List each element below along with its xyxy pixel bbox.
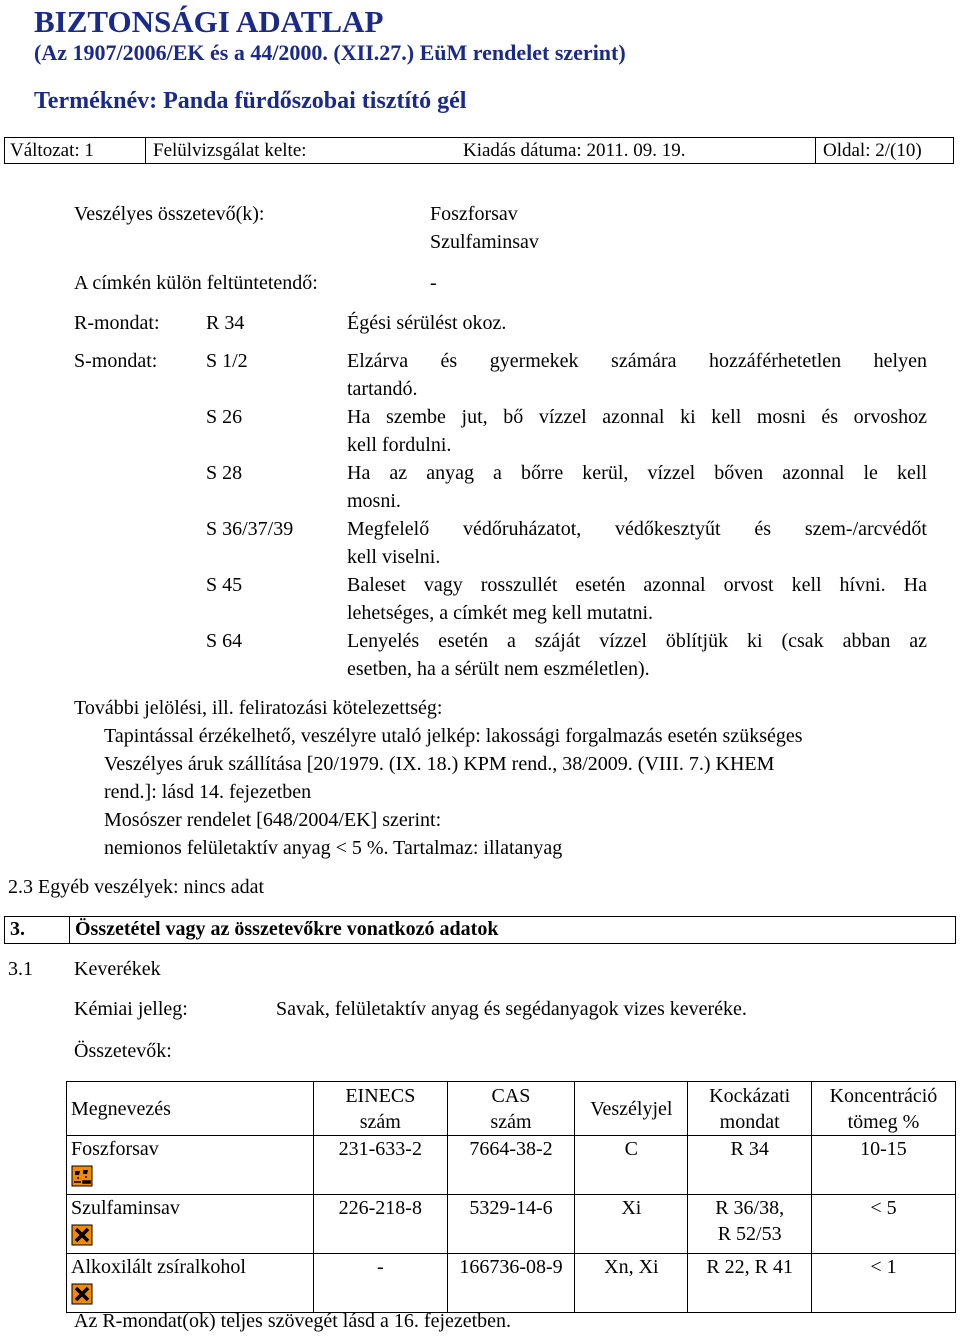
r-phrase-text: Égési sérülést okoz. <box>347 312 507 334</box>
header-concentration: Koncentráció tömeg % <box>811 1082 955 1136</box>
label-note-value: - <box>430 272 437 294</box>
review-date-label: Felülvizsgálat kelte: <box>153 140 307 161</box>
einecs-cell: - <box>313 1254 447 1313</box>
einecs-cell: 231-633-2 <box>313 1136 447 1195</box>
table-row <box>67 1195 956 1254</box>
einecs-cell: 226-218-8 <box>313 1195 447 1254</box>
cas-cell: 7664-38-2 <box>447 1136 575 1195</box>
s-phrase-text: Megfelelő védőruházatot, védőkesztyűt és szem-/arcvédőt <box>347 518 927 540</box>
risk-cell: R 22, R 41 <box>688 1254 811 1313</box>
subsection-number: 3.1 <box>8 958 33 980</box>
subsection-title: Keverékek <box>74 958 161 980</box>
risk-cell: R 34 <box>688 1136 811 1195</box>
s-phrase-label: S-mondat: <box>74 350 158 372</box>
version-label: Változat: 1 <box>10 140 94 161</box>
labeling-line: Veszélyes áruk szállítása [20/1979. (IX. 18.) KPM rend., 38/2009. (VIII. 7.) KHEM <box>104 753 775 775</box>
symbol-cell: Xn, Xi <box>575 1254 688 1313</box>
labeling-line: Tapintással érzékelhető, veszélyre utaló jelkép: lakossági forgalmazás esetén szükséges <box>104 725 803 747</box>
product-name: Terméknév: Panda fürdőszobai tisztító gél <box>34 88 467 114</box>
cas-cell: 166736-08-9 <box>447 1254 575 1313</box>
s-phrase-code: S 36/37/39 <box>206 518 294 540</box>
s-phrase-code: S 64 <box>206 630 243 652</box>
concentration-cell: < 5 <box>811 1195 955 1254</box>
harmful-icon <box>71 1283 93 1305</box>
hazardous-value-1: Foszforsav <box>430 203 518 225</box>
components-table <box>66 1081 956 1313</box>
components-label: Összetevők: <box>74 1040 172 1062</box>
labeling-line: Mosószer rendelet [648/2004/EK] szerint: <box>104 809 442 831</box>
other-hazards: 2.3 Egyéb veszélyek: nincs adat <box>8 876 265 898</box>
header-risk: Kockázati mondat <box>688 1082 811 1136</box>
labeling-line: rend.]: lásd 14. fejezetben <box>104 781 312 803</box>
issue-date-label: Kiadás dátuma: 2011. 09. 19. <box>463 140 686 161</box>
label-note: A címkén külön feltüntetendő: <box>74 272 318 294</box>
s-phrase-text: Ha szembe jut, bő vízzel azonnal ki kell mosni és orvoshoz <box>347 406 927 428</box>
s-phrase-text: Baleset vagy rosszullét esetén azonnal orvost kell hívni. Ha <box>347 574 927 596</box>
s-phrase-text: Elzárva és gyermekek számára hozzáférhetetlen helyen <box>347 350 927 372</box>
r-phrase-code: R 34 <box>206 312 245 334</box>
s-phrase-code: S 45 <box>206 574 243 596</box>
document-subtitle: (Az 1907/2006/EK és a 44/2000. (XII.27.) EüM rendelet szerint) <box>34 40 626 65</box>
document-title: BIZTONSÁGI ADATLAP <box>34 4 384 39</box>
corrosive-icon <box>71 1165 93 1187</box>
s-phrase-text: Lenyelés esetén a száját vízzel öblítjük ki (csak abban az <box>347 630 927 652</box>
s-phrase-text: Ha az anyag a bőrre kerül, vízzel bőven azonnal le kell <box>347 462 927 484</box>
header-cas: CAS szám <box>447 1082 575 1136</box>
section-3-header <box>4 916 956 944</box>
hazardous-label: Veszélyes összetevő(k): <box>74 203 265 225</box>
table-row <box>67 1136 956 1195</box>
s-phrase-code: S 26 <box>206 406 243 428</box>
labeling-line: nemionos felületaktív anyag < 5 %. Tartalmaz: illatanyag <box>104 837 563 859</box>
hazardous-value-2: Szulfaminsav <box>430 231 539 253</box>
concentration-cell: < 1 <box>811 1254 955 1313</box>
component-name: Alkoxilált zsíralkohol <box>71 1256 246 1278</box>
s-phrase-text-cont: lehetséges, a címkét meg kell mutatni. <box>347 602 654 624</box>
symbol-cell: C <box>575 1136 688 1195</box>
s-phrase-text-cont: tartandó. <box>347 378 418 400</box>
table-header-row <box>67 1082 956 1136</box>
s-phrase-code: S 28 <box>206 462 243 484</box>
section-title: Összetétel vagy az összetevőkre vonatkozó adatok <box>75 918 499 940</box>
s-phrase-text-cont: mosni. <box>347 490 401 512</box>
s-phrase-text-cont: kell viselni. <box>347 546 441 568</box>
page-number: Oldal: 2/(10) <box>823 140 922 161</box>
s-phrase-text-cont: esetben, ha a sérült nem eszméletlen). <box>347 658 650 680</box>
document-meta-bar <box>4 137 954 164</box>
header-name: Megnevezés <box>67 1082 314 1136</box>
component-name: Foszforsav <box>71 1138 159 1160</box>
s-phrase-text-cont: kell fordulni. <box>347 434 452 456</box>
s-phrase-code: S 1/2 <box>206 350 248 372</box>
component-name: Szulfaminsav <box>71 1197 180 1219</box>
chemical-nature-label: Kémiai jelleg: <box>74 998 188 1020</box>
symbol-cell: Xi <box>575 1195 688 1254</box>
concentration-cell: 10-15 <box>811 1136 955 1195</box>
risk-cell: R 36/38, R 52/53 <box>688 1195 811 1254</box>
chemical-nature-value: Savak, felületaktív anyag és segédanyagok vizes keveréke. <box>276 998 747 1020</box>
r-phrase-label: R-mondat: <box>74 312 160 334</box>
header-symbol: Veszélyjel <box>575 1082 688 1136</box>
section-number: 3. <box>10 918 25 940</box>
irritant-icon <box>71 1224 93 1246</box>
header-einecs: EINECS szám <box>313 1082 447 1136</box>
cas-cell: 5329-14-6 <box>447 1195 575 1254</box>
footer-note: Az R-mondat(ok) teljes szövegét lásd a 16. fejezetben. <box>74 1310 512 1332</box>
table-row <box>67 1254 956 1313</box>
labeling-heading: További jelölési, ill. feliratozási kötelezettség: <box>74 697 443 719</box>
